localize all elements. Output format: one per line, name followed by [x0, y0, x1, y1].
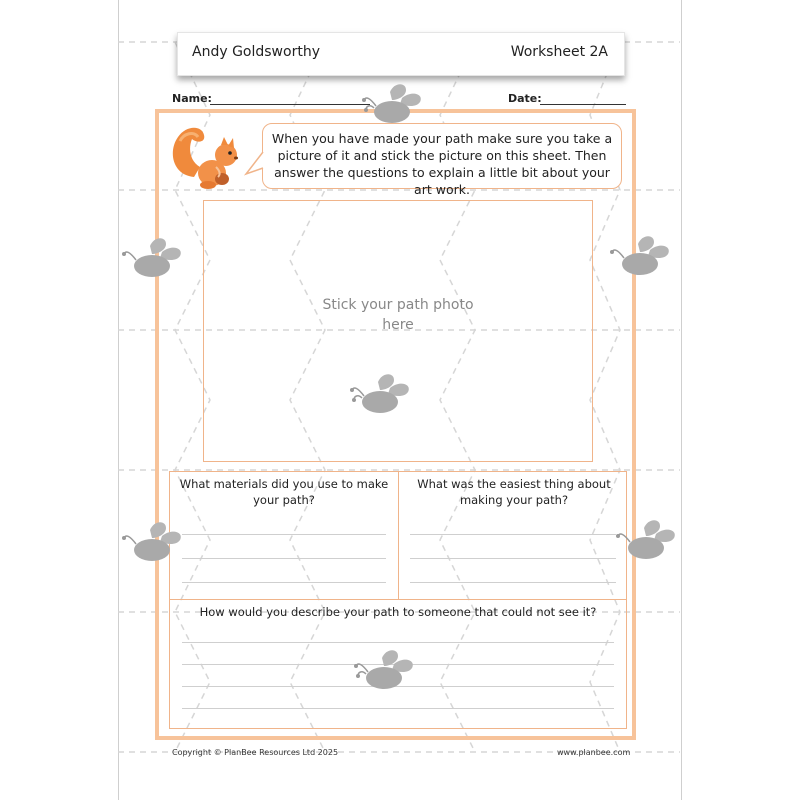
- photo-placeholder-text: [204, 295, 592, 335]
- bee-icon: [614, 518, 678, 564]
- name-field[interactable]: [210, 104, 370, 105]
- photo-placeholder-line2: here: [382, 317, 414, 333]
- answer-line[interactable]: [182, 708, 614, 709]
- answer-line[interactable]: [410, 558, 616, 559]
- answer-line[interactable]: [182, 642, 614, 643]
- squirrel-icon: [166, 115, 246, 195]
- question-materials: What materials did you use to make your path?: [179, 477, 389, 507]
- photo-placeholder-line1: Stick your path photo: [322, 297, 474, 313]
- bee-icon: [608, 234, 672, 280]
- worksheet-title: Andy Goldsworthy: [192, 44, 320, 60]
- date-field[interactable]: [540, 104, 626, 105]
- worksheet-number: Worksheet 2A: [510, 44, 608, 60]
- bee-icon: [360, 82, 424, 128]
- date-label: Date:: [508, 92, 542, 105]
- answer-line[interactable]: [182, 534, 386, 535]
- photo-area[interactable]: [203, 200, 593, 462]
- speech-bubble-tail: [244, 150, 266, 180]
- answer-line[interactable]: [182, 558, 386, 559]
- footer-url[interactable]: www.planbee.com: [557, 748, 631, 757]
- question-divider-vertical: [398, 472, 399, 599]
- question-divider-horizontal: [170, 599, 626, 600]
- instructions-text: When you have made your path make sure you take a picture of it and stick the picture on this sheet. Then answer the questions to explain a little bit about your art work.: [271, 131, 613, 197]
- name-label: Name:: [172, 92, 212, 105]
- instructions-box: [262, 123, 622, 197]
- footer-copyright: Copyright © PlanBee Resources Ltd 2025: [172, 748, 339, 757]
- bee-icon: [120, 236, 184, 282]
- header-bar: [177, 32, 625, 76]
- answer-line[interactable]: [410, 534, 616, 535]
- answer-line[interactable]: [410, 582, 616, 583]
- question-describe: How would you describe your path to someone that could not see it?: [199, 605, 597, 619]
- answer-line[interactable]: [182, 582, 386, 583]
- bee-icon: [352, 648, 416, 694]
- bee-icon: [120, 520, 184, 566]
- bee-icon: [348, 372, 412, 418]
- question-easiest: What was the easiest thing about making your path?: [417, 477, 611, 507]
